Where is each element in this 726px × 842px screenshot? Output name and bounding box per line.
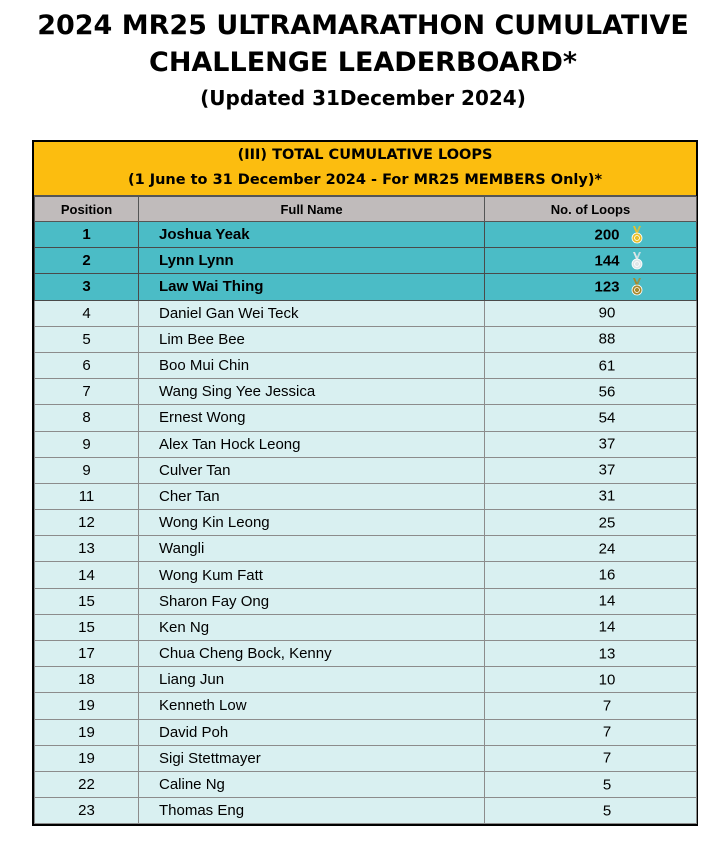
name-cell: Lynn Lynn [139,248,485,274]
loops-value: 5 [602,776,612,794]
name-cell: Ernest Wong [139,405,485,431]
table-row [35,641,697,667]
name-cell: Caline Ng [139,771,485,797]
position-cell: 18 [35,667,139,693]
name-cell: Sharon Fay Ong [139,588,485,614]
name-cell: David Poh [139,719,485,745]
position-cell: 14 [35,562,139,588]
position-cell: 11 [35,483,139,509]
table-row [35,510,697,536]
table-row [35,274,697,300]
updated-date: (Updated 31December 2024) [200,86,526,110]
loops-cell [485,457,697,483]
loops-value: 5 [602,802,612,820]
loops-cell [485,222,697,248]
leaderboard-table [34,196,697,824]
position-cell: 19 [35,745,139,771]
loops-value: 200 [594,226,620,244]
loops-cell [485,562,697,588]
table-row [35,771,697,797]
loops-value: 14 [598,618,616,636]
table-row [35,222,697,248]
name-cell: Joshua Yeak [139,222,485,248]
name-cell: Cher Tan [139,483,485,509]
loops-value: 88 [598,330,616,348]
leaderboard [32,140,698,826]
table-row [35,693,697,719]
table-row [35,300,697,326]
name-cell: Ken Ng [139,614,485,640]
loops-cell [485,405,697,431]
position-cell: 9 [35,431,139,457]
table-row [35,719,697,745]
loops-value: 56 [598,383,616,401]
loops-value: 123 [594,278,620,296]
name-cell: Chua Cheng Bock, Kenny [139,641,485,667]
position-cell: 6 [35,352,139,378]
loops-cell [485,274,697,300]
loops-cell [485,771,697,797]
loops-value: 37 [598,461,616,479]
name-cell: Wong Kin Leong [139,510,485,536]
table-row [35,562,697,588]
name-cell: Alex Tan Hock Leong [139,431,485,457]
loops-cell [485,510,697,536]
name-cell: Thomas Eng [139,798,485,824]
loops-value: 7 [602,749,612,767]
name-cell: Lim Bee Bee [139,326,485,352]
name-cell: Sigi Stettmayer [139,745,485,771]
loops-cell [485,536,697,562]
loops-cell [485,326,697,352]
loops-cell [485,745,697,771]
position-cell: 22 [35,771,139,797]
position-cell: 8 [35,405,139,431]
table-row [35,483,697,509]
category-title: (III) TOTAL CUMULATIVE LOOPS [237,147,493,163]
column-header-loops: No. of Loops [485,197,697,222]
loops-cell [485,248,697,274]
loops-value: 10 [598,671,616,689]
loops-value: 7 [602,697,612,715]
category-banner [34,142,696,196]
column-header-name: Full Name [139,197,485,222]
page-title-line-2: CHALLENGE LEADERBOARD* [149,47,577,78]
position-cell: 19 [35,693,139,719]
loops-cell [485,798,697,824]
leaderboard-rows [35,222,697,824]
name-cell: Wangli [139,536,485,562]
loops-value: 54 [598,409,616,427]
name-cell: Kenneth Low [139,693,485,719]
position-cell: 12 [35,510,139,536]
loops-value: 37 [598,435,616,453]
name-cell: Culver Tan [139,457,485,483]
loops-cell [485,588,697,614]
loops-value: 13 [598,645,616,663]
header-row [35,197,697,222]
position-cell: 9 [35,457,139,483]
loops-cell [485,300,697,326]
bronze-medal-icon [631,278,643,296]
position-cell: 19 [35,719,139,745]
loops-cell [485,667,697,693]
name-cell: Boo Mui Chin [139,352,485,378]
column-header-position: Position [35,197,139,222]
position-cell: 15 [35,588,139,614]
loops-value: 61 [598,357,616,375]
loops-cell [485,719,697,745]
loops-cell [485,352,697,378]
table-row [35,457,697,483]
position-cell: 7 [35,379,139,405]
table-row [35,248,697,274]
loops-value: 90 [598,304,616,322]
name-cell: Law Wai Thing [139,274,485,300]
page-title-line-1: 2024 MR25 ULTRAMARATHON CUMULATIVE [37,10,689,41]
loops-cell [485,614,697,640]
table-row [35,352,697,378]
loops-value: 24 [598,540,616,558]
loops-value: 31 [598,487,616,505]
gold-medal-icon [631,226,643,244]
loops-cell [485,693,697,719]
table-row [35,745,697,771]
silver-medal-icon [631,252,643,270]
position-cell: 2 [35,248,139,274]
table-row [35,536,697,562]
table-row [35,431,697,457]
loops-value: 14 [598,592,616,610]
table-row [35,405,697,431]
table-row [35,588,697,614]
loops-cell [485,431,697,457]
loops-value: 144 [594,252,620,270]
table-row [35,667,697,693]
position-cell: 15 [35,614,139,640]
position-cell: 3 [35,274,139,300]
position-cell: 13 [35,536,139,562]
position-cell: 17 [35,641,139,667]
table-row [35,798,697,824]
loops-cell [485,483,697,509]
table-row [35,614,697,640]
name-cell: Daniel Gan Wei Teck [139,300,485,326]
name-cell: Wong Kum Fatt [139,562,485,588]
loops-value: 16 [598,566,616,584]
loops-cell [485,379,697,405]
loops-value: 25 [598,514,616,532]
category-subtitle: (1 June to 31 December 2024 - For MR25 MEMBERS Only)* [127,172,603,188]
loops-cell [485,641,697,667]
position-cell: 4 [35,300,139,326]
position-cell: 1 [35,222,139,248]
name-cell: Liang Jun [139,667,485,693]
position-cell: 23 [35,798,139,824]
table-row [35,379,697,405]
table-row [35,326,697,352]
name-cell: Wang Sing Yee Jessica [139,379,485,405]
position-cell: 5 [35,326,139,352]
loops-value: 7 [602,723,612,741]
